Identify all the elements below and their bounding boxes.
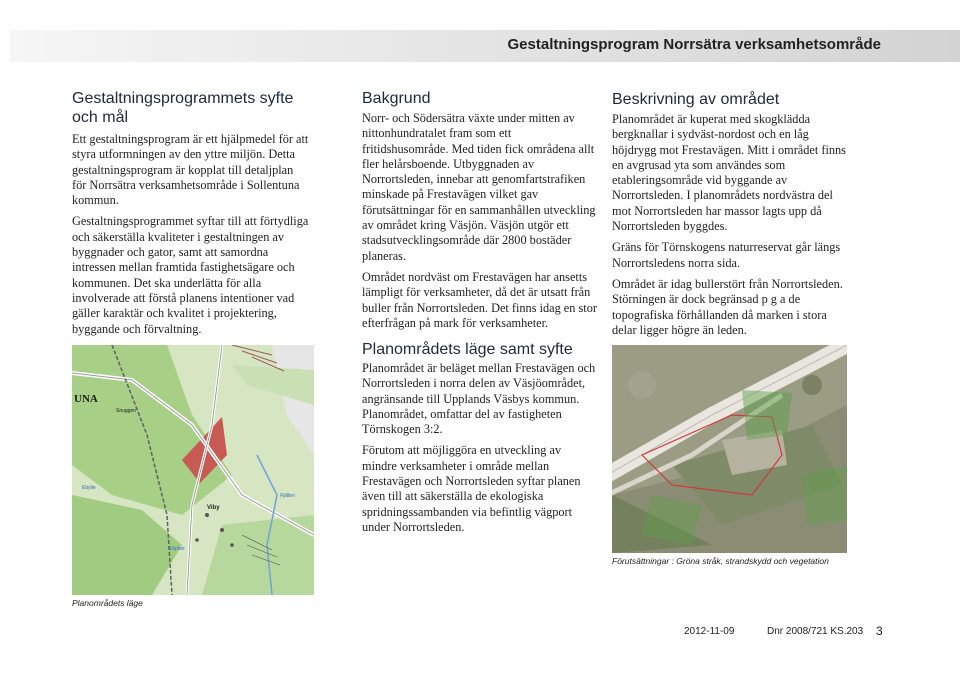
purpose-paragraph-1: Ett gestaltningsprogram är ett hjälpmedel för att styra utformningen av den yttre miljön. Detta gestaltningsprogram är kopplat till detaljplan för Norrsätra verksamhetsområde i Sollentuna kommun. — [72, 132, 309, 208]
map-label-fjallen: Fjällen — [280, 493, 295, 499]
section-heading-purpose: Gestaltningsprogrammets syfte och mål — [72, 90, 294, 126]
aerial-photo-graphic — [612, 345, 847, 553]
footer-date: 2012-11-09 — [684, 626, 735, 637]
page-header-title: Gestaltningsprogram Norrsätra verksamhetsområde — [507, 36, 881, 53]
map-caption: Planområdets läge — [72, 598, 143, 608]
map-label-ebplan: Ebplan — [169, 546, 185, 552]
purpose-paragraph-2: Gestaltningsprogrammet syftar till att förtydliga och säkerställa kvaliteter i gestaltningen av byggnader och gator, samt att samordna intressen mellan framtida fastighetsägare och kommunen. Det ska underlätta för alla involverade att förstå planens intentioner vad gäller karaktär och kvalitet i projektering, byggande och förvaltning. — [72, 214, 309, 336]
purpose-text — [72, 132, 310, 337]
section-heading-background: Bakgrund — [362, 90, 431, 107]
location-paragraph-2: Förutom att möjliggöra en utveckling av mindre verksamheter i område mellan Frestavägen och Norrortsleden syftar planen även till att säkerställa de ekologiska spridningssambanden via befintlig vägport under Norrortsleden. — [362, 443, 581, 534]
footer-diary-number: Dnr 2008/721 KS.203 — [767, 626, 864, 637]
section-heading-location: Planområdets läge samt syfte — [362, 341, 573, 358]
section-heading-description: Beskrivning av området — [612, 91, 780, 108]
description-paragraph-3: Området är idag bullerstört från Norrortsleden. Störningen är dock begränsad p g a de topografiska förhållanden då marken i stora delar ligger högre än leden. — [612, 276, 843, 337]
map-label-una: UNA — [74, 393, 98, 405]
aerial-photo — [612, 345, 847, 553]
description-text — [612, 112, 848, 338]
description-paragraph-1: Planområdet är kuperat med skogklädda bergknallar i sydväst-nordost och en låg höjdrygg mot Frestavägen. Mitt i området finns en avgrusad yta som användes som etableringsområde vid byggande av Norrortsleden. I planområdets nordvästra del mot Norrortsleden har massor lagts upp då Norrortsleden byggdes. — [612, 112, 846, 234]
background-paragraph-1: Norr- och Södersätra växte under mitten av nittonhundratalet fram som ett fritidshusområde. Med tiden fick områdena allt fler helårsboende. Utbyggnaden av Norrortsleden, innebar att genomfartstrafiken minskade på Frestavägen vilket gav förutsättningar för en sammanhållen utveckling av området kring Väsjön. Väsjön utgör ett stadsutvecklingsområde där 2800 bostäder planeras. — [362, 111, 596, 263]
location-map — [72, 345, 314, 595]
location-map-graphic — [72, 345, 314, 595]
location-paragraph-1: Planområdet är beläget mellan Frestavägen och Norrortsleden i norra delen av Väsjöområdet, angränsande till Upplands Väsbys kommun. Planområdet, omfattar del av fastigheten Törnskogen 3:2. — [362, 361, 596, 437]
aerial-photo-caption: Förutsättningar : Gröna stråk, strandskydd och vegetation — [612, 556, 829, 566]
page-number: 3 — [876, 624, 883, 638]
map-label-viby: Viby — [207, 505, 220, 511]
background-paragraph-2: Området nordväst om Frestavägen har ansetts lämpligt för verksamheter, då det är utsatt från buller från Norrortsleden. Det finns idag en stor efterfrågan på mark för verksamheter. — [362, 269, 597, 330]
map-label-ebylie: Ebylie — [82, 485, 96, 491]
location-text — [362, 361, 598, 535]
background-text — [362, 111, 598, 331]
map-label-snuggen: Snuggen — [116, 408, 137, 414]
description-paragraph-2: Gräns för Törnskogens naturreservat går längs Norrortsledens norra sida. — [612, 240, 841, 270]
